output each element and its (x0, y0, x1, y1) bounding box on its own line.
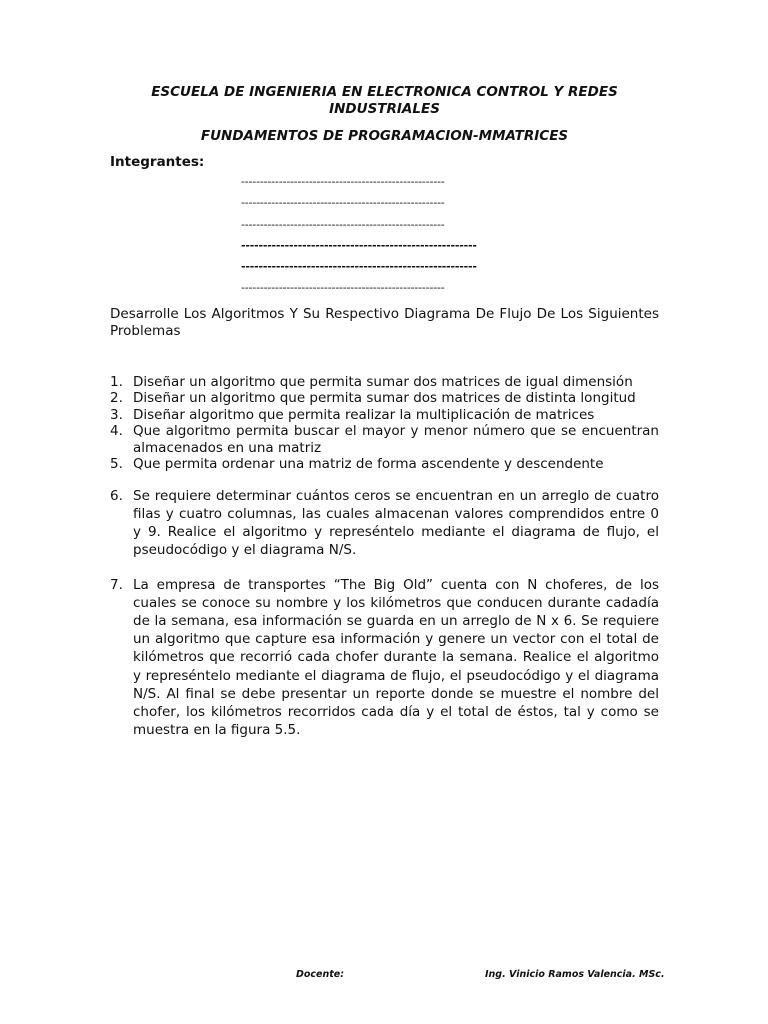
integrantes-label: Integrantes: (110, 154, 205, 170)
item-text: Se requiere determinar cuántos ceros se encuentran en un arreglo de cuatro filas y cuatro columnas, las cuales almacenan valores comprendidos entre 0 y 9. Realice el algoritmo y represéntelo mediante el diagrama de flujo, el pseudocódigo y el diagrama N/S. (133, 487, 659, 559)
list-item (110, 487, 659, 560)
docente-name: Ing. Vinicio Ramos Valencia. MSc. (485, 969, 665, 980)
integrante-line: ------------------------------------------------------ (241, 238, 477, 252)
course-title: FUNDAMENTOS DE PROGRAMACION-MMATRICES (200, 128, 569, 144)
item-number: 3. (110, 406, 123, 423)
integrante-line: ------------------------------------------------------ (241, 260, 477, 274)
integrantes-lines (241, 171, 659, 299)
item-text: La empresa de transportes “The Big Old” cuenta con N choferes, de los cuales se conoce su nombre y los kilómetros que conducen durante cadadía de la semana, esa información se guarda en un arreglo de N x 6. Se requiere un algoritmo que capture esa información y genere un vector con el total de kilómetros que recorrió cada chofer durante la semana. Realice el algoritmo y represéntelo mediante el diagrama de flujo, el pseudocódigo y el diagrama N/S. Al final se debe presentar un reporte donde se muestre el nombre del chofer, los kilómetros recorridos cada día y el total de éstos, tal y como se muestra en la figura 5.5. (133, 576, 659, 739)
school-title: ESCUELA DE INGENIERIA EN ELECTRONICA CONTROL Y REDES INDUSTRIALES (151, 84, 618, 117)
integrante-line: ------------------------------------------------------ (241, 281, 445, 295)
list-item (110, 407, 659, 424)
item-number: 5. (110, 456, 123, 473)
docente-label: Docente: (296, 969, 345, 980)
short-problem-list (110, 374, 659, 473)
item-text: Que algoritmo permita buscar el mayor y menor número que se encuentran almacenados en una matriz (133, 423, 659, 456)
item-text: Diseñar un algoritmo que permita sumar dos matrices de igual dimensión (133, 373, 633, 390)
item-number: 4. (110, 423, 123, 440)
item-number: 6. (110, 487, 123, 504)
item-text: Que permita ordenar una matriz de forma ascendente y descendente (133, 456, 604, 473)
item-number: 1. (110, 373, 123, 390)
list-item (110, 576, 659, 740)
item-number: 7. (110, 576, 123, 593)
list-item (110, 374, 659, 391)
item-text: Diseñar un algoritmo que permita sumar dos matrices de distinta longitud (133, 390, 636, 407)
integrante-line: ------------------------------------------------------ (241, 175, 445, 188)
list-item (110, 456, 659, 473)
integrante-line: ------------------------------------------------------ (241, 196, 445, 210)
document-body (110, 84, 659, 755)
list-item (110, 423, 659, 456)
item-text: Diseñar algoritmo que permita realizar la multiplicación de matrices (133, 406, 595, 423)
item-number: 2. (110, 390, 123, 407)
integrante-line: ------------------------------------------------------ (241, 217, 445, 231)
long-problem-list (110, 487, 659, 740)
instructions-text: Desarrolle Los Algoritmos Y Su Respectivo Diagrama De Flujo De Los Siguientes Problemas (110, 305, 659, 339)
list-item (110, 390, 659, 407)
